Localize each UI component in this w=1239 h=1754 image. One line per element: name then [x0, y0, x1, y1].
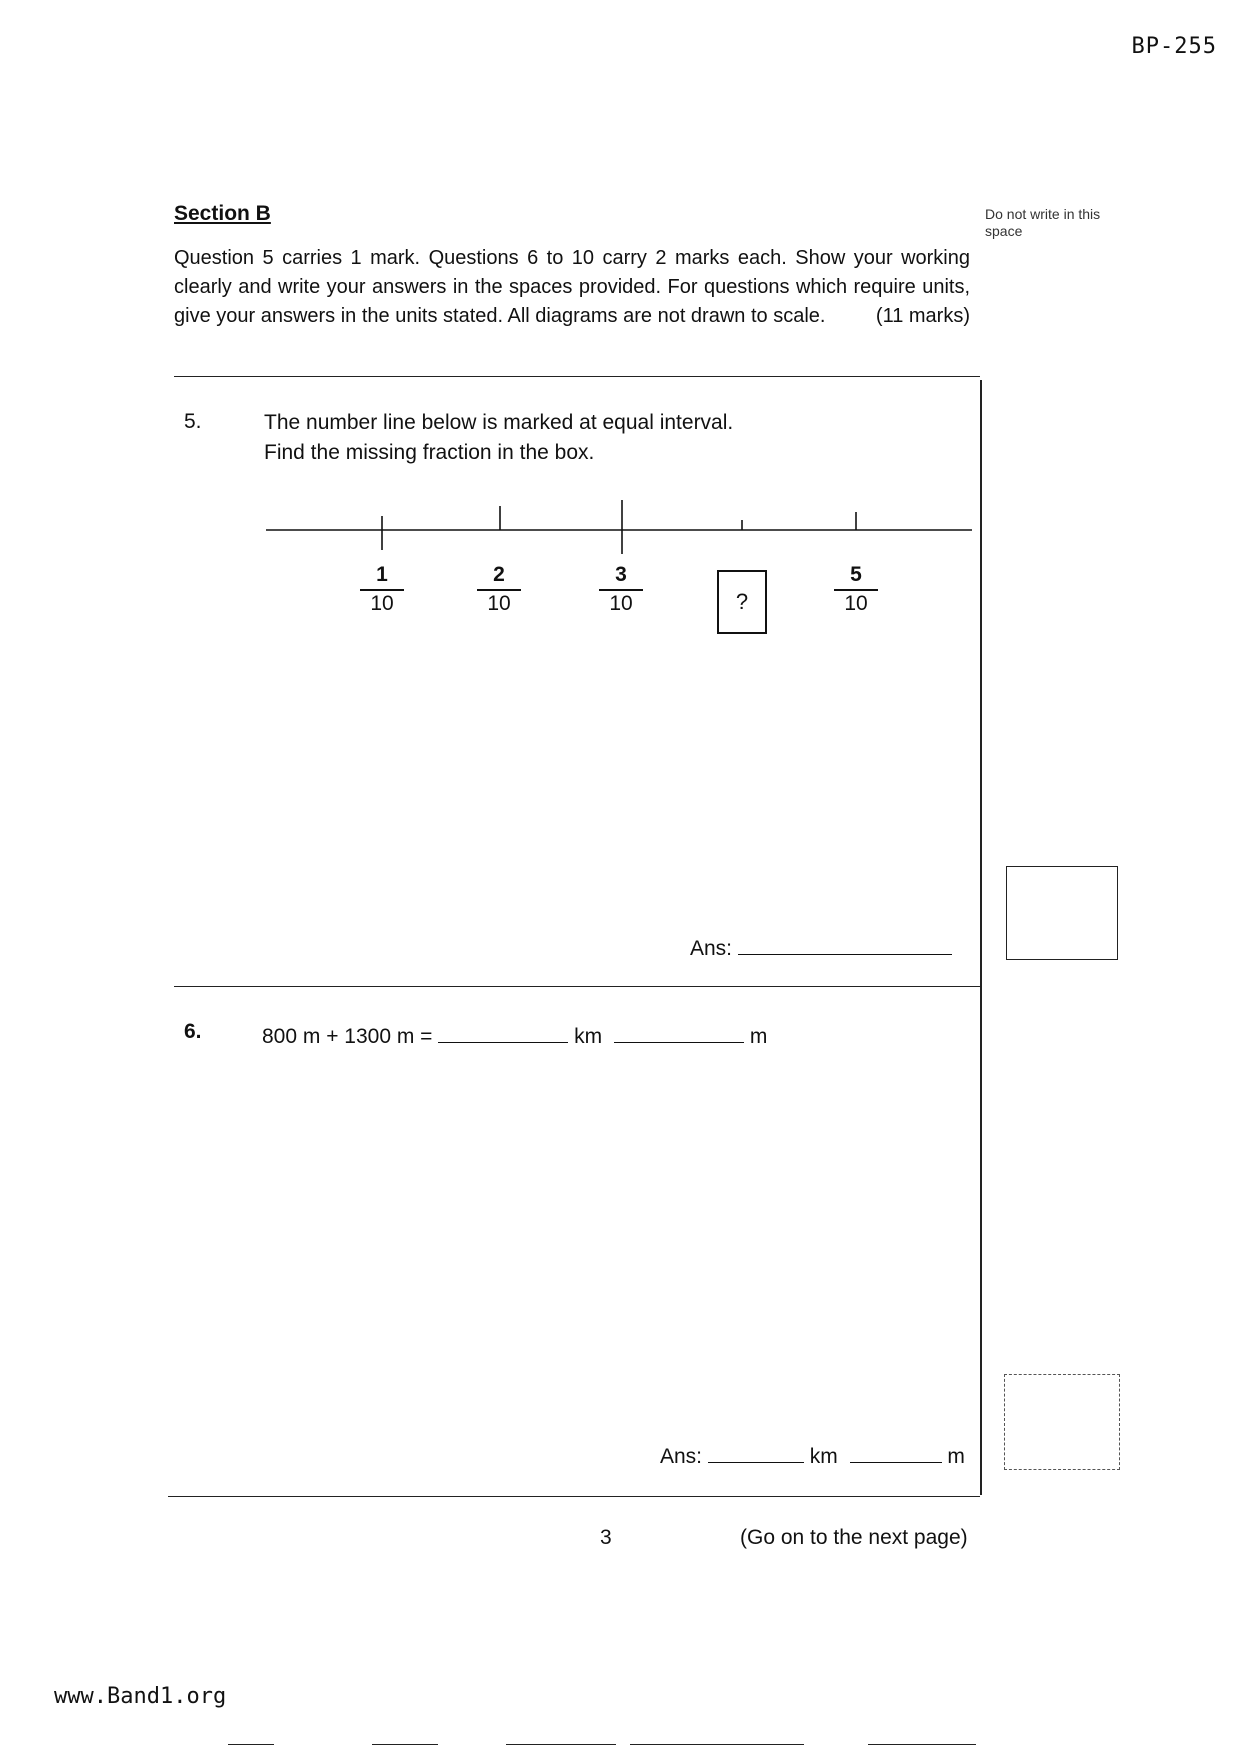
number-line	[260, 494, 980, 554]
section-marks: (11 marks)	[875, 305, 970, 327]
q6-unit-m: m	[749, 1025, 768, 1048]
q5-mark-box	[1006, 866, 1118, 960]
q5-number: 5.	[184, 410, 202, 433]
page-bottom-divider	[168, 1496, 980, 1497]
question-divider	[174, 986, 980, 987]
margin-note: Do not write in this space	[985, 206, 1101, 239]
scan-mark	[630, 1744, 804, 1745]
q5-answer-blank[interactable]	[738, 932, 952, 955]
q6-expression-row	[262, 1020, 767, 1049]
q5-ans-label: Ans:	[690, 937, 733, 960]
fraction-3-10	[599, 562, 643, 617]
margin-rule	[980, 380, 982, 1495]
scan-mark	[372, 1744, 438, 1745]
fraction-1-10	[360, 562, 404, 617]
paper-code: BP-255	[1131, 34, 1217, 59]
q6-mark-box	[1004, 1374, 1120, 1470]
fraction-denominator: 10	[487, 592, 511, 615]
fraction-numerator: 1	[360, 562, 404, 591]
scan-mark	[228, 1744, 274, 1745]
q6-number: 6.	[184, 1020, 202, 1043]
instructions-text: Question 5 carries 1 mark. Questions 6 to 10 carry 2 marks each. Show your working clearly and write your answers in the spaces provided. For questions which require units, give your answers in the units stated. All diagrams are not drawn to scale.	[174, 247, 970, 327]
fraction-denominator: 10	[609, 592, 633, 615]
fraction-numerator: 2	[477, 562, 521, 591]
q6-answer-km-blank[interactable]	[708, 1440, 804, 1463]
section-instructions	[174, 244, 970, 331]
section-divider	[174, 376, 980, 377]
q6-unit-km: km	[574, 1025, 603, 1048]
q6-ans-label: Ans:	[660, 1445, 703, 1468]
q5-answer-row	[690, 932, 952, 961]
q6-ans-unit-m: m	[947, 1445, 965, 1468]
fraction-numerator: 5	[834, 562, 878, 591]
fraction-numerator: 3	[599, 562, 643, 591]
q5-line1: The number line below is marked at equal interval.	[264, 411, 734, 434]
q6-m-blank[interactable]	[614, 1020, 744, 1043]
fraction-5-10	[834, 562, 878, 617]
q6-answer-m-blank[interactable]	[850, 1440, 942, 1463]
q6-ans-unit-km: km	[809, 1445, 838, 1468]
fraction-2-10	[477, 562, 521, 617]
q5-line2: Find the missing fraction in the box.	[264, 441, 595, 464]
page-number: 3	[600, 1526, 612, 1549]
next-page-note: (Go on to the next page)	[740, 1526, 968, 1549]
q5-text	[264, 408, 733, 468]
q6-answer-row	[660, 1440, 965, 1469]
watermark-url: www.Band1.org	[54, 1684, 227, 1709]
scan-mark	[506, 1744, 616, 1745]
scan-mark	[868, 1744, 976, 1745]
section-title: Section B	[174, 202, 271, 225]
q6-expression: 800 m + 1300 m =	[262, 1025, 433, 1048]
missing-fraction-box[interactable]: ?	[717, 570, 767, 634]
fraction-denominator: 10	[844, 592, 868, 615]
q6-km-blank[interactable]	[438, 1020, 568, 1043]
fraction-denominator: 10	[370, 592, 394, 615]
